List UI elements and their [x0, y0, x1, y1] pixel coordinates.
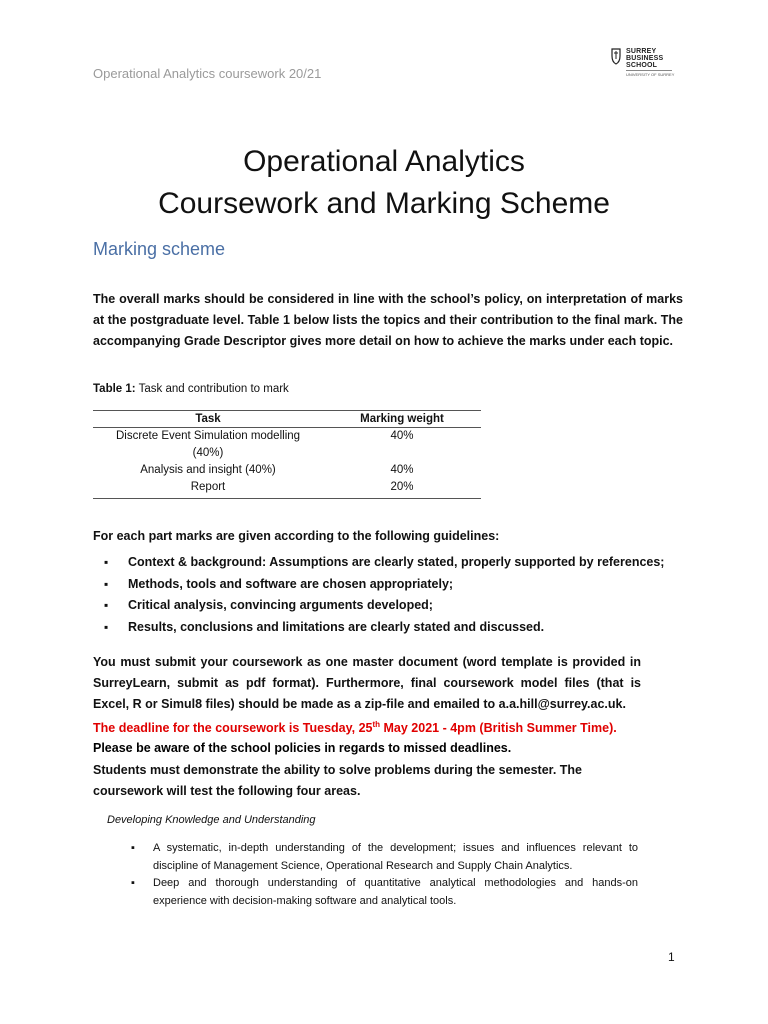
table-cell-task: Report — [93, 479, 323, 499]
crest-icon — [610, 47, 622, 65]
marking-table — [93, 410, 481, 499]
deadline-block — [93, 715, 653, 758]
intro-paragraph: The overall marks should be considered in line with the school’s policy, on interpretation of marks at the postgraduate level. Table 1 below lists the topics and their contribution to the final mark. The accompanying Grade Descriptor gives more detail on how to achieve the marks under each topic. — [93, 292, 683, 348]
table-cell-weight: 20% — [323, 479, 481, 499]
table-caption-text: Task and contribution to mark — [135, 383, 289, 395]
table-caption-label: Table 1: — [93, 383, 136, 395]
guidelines-intro: For each part marks are given according to the following guidelines: — [93, 529, 500, 543]
logo-line-1: SURREY — [626, 48, 657, 55]
deadline-text-part2: May 2021 - 4pm (British Summer Time). — [380, 721, 617, 736]
page-number: 1 — [668, 950, 675, 964]
table-header-row — [93, 411, 481, 428]
table-header-task: Task — [93, 411, 323, 428]
table-row — [93, 479, 481, 499]
list-item: ▪ Results, conclusions and limitations are clearly stated and discussed. — [128, 617, 688, 639]
deadline-text — [93, 721, 617, 735]
areas-list — [153, 840, 638, 910]
table-cell-task: Discrete Event Simulation modelling (40%) — [115, 430, 301, 459]
logo-line-2: BUSINESS — [626, 55, 664, 62]
deadline-text-part1: The deadline for the coursework is Tuesday, 25 — [93, 721, 373, 736]
areas-intro: Students must demonstrate the ability to solve problems during the semester. The coursework will test the following four areas. — [93, 763, 582, 798]
list-item: ▪ A systematic, in-depth understanding of the development; issues and influences relevant to discipline of Management Science, Operational Research and Supply Chain Analytics. — [153, 840, 638, 875]
table-cell-weight: 40% — [390, 430, 414, 442]
table-caption — [93, 383, 289, 395]
section-heading: Marking scheme — [93, 239, 226, 259]
table-row — [93, 462, 481, 479]
surrey-business-school-logo — [610, 44, 676, 82]
logo-line-3: SCHOOL — [626, 62, 658, 69]
logo-rule — [626, 70, 672, 71]
deadline-note: Please be aware of the school policies in regards to missed deadlines. — [93, 741, 512, 756]
list-item: ▪ Methods, tools and software are chosen appropriately; — [128, 574, 688, 596]
deadline-ordinal: th — [372, 720, 381, 729]
running-header: Operational Analytics coursework 20/21 — [93, 66, 322, 81]
logo-line-4: UNIVERSITY OF SURREY — [626, 72, 675, 77]
table-cell-weight: 40% — [390, 464, 414, 476]
table-header-weight: Marking weight — [323, 411, 481, 428]
list-item: ▪ Critical analysis, convincing arguments developed; — [128, 595, 688, 617]
submission-paragraph: You must submit your coursework as one master document (word template is provided in SurreyLearn, submit as pdf format). Furthermore, final coursework model files (that is Excel, R or Simul8 files) should be made as a zip-file and emailed to a.a.hill@surrey.ac.uk. — [93, 655, 641, 711]
table-row — [93, 428, 481, 463]
subheading: Developing Knowledge and Understanding — [107, 814, 316, 826]
document-title-line-2: Coursework and Marking Scheme — [158, 187, 610, 220]
list-item: ▪ Context & background: Assumptions are clearly stated, properly supported by references; — [128, 552, 688, 574]
document-title-line-1: Operational Analytics — [243, 145, 525, 178]
table-cell-task: Analysis and insight (40%) — [140, 464, 276, 476]
list-item: ▪ Deep and thorough understanding of quantitative analytical methodologies and hands-on experience with decision-making software and analytical tools. — [153, 875, 638, 910]
guidelines-list — [128, 552, 688, 638]
